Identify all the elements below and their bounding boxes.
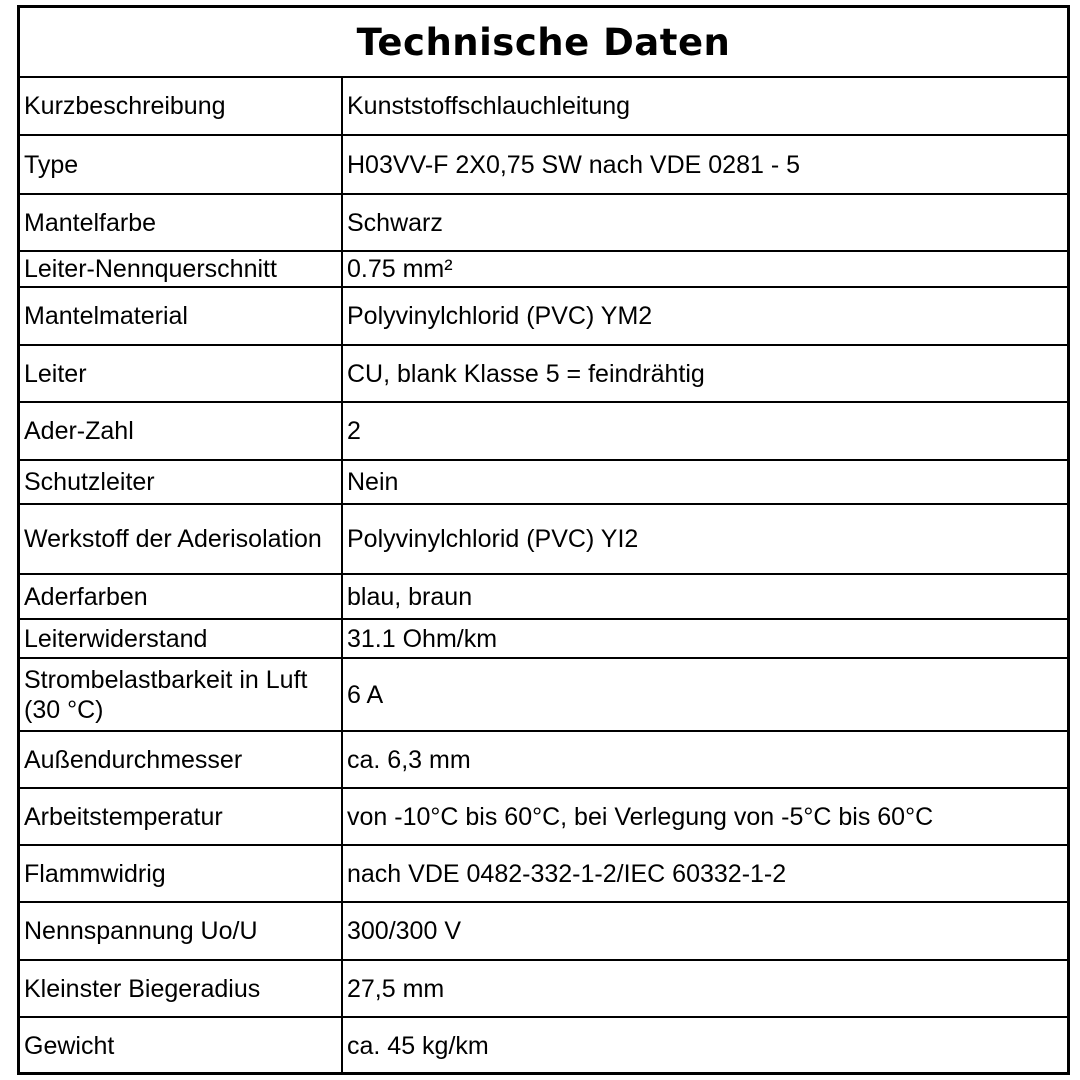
table-row [20,460,1067,504]
row-label: Gewicht [20,1017,342,1073]
row-label: Schutzleiter [20,460,342,504]
row-value: von -10°C bis 60°C, bei Verlegung von -5°C bis 60°C [342,788,1067,845]
row-value: Polyvinylchlorid (PVC) YM2 [342,287,1067,345]
table-row [20,902,1067,960]
table-row [20,78,1067,135]
technical-data-sheet [17,5,1070,1075]
row-label: Type [20,135,342,194]
sheet-title: Technische Daten [356,20,731,64]
table-row [20,658,1067,731]
row-value: ca. 6,3 mm [342,731,1067,788]
table-row [20,619,1067,658]
row-label: Kurzbeschreibung [20,78,342,135]
table-row [20,135,1067,194]
row-value: Polyvinylchlorid (PVC) YI2 [342,504,1067,574]
table-row [20,504,1067,574]
specs-table [20,78,1067,1073]
table-row [20,1017,1067,1073]
row-value: 2 [342,402,1067,460]
row-label: Leiterwiderstand [20,619,342,658]
row-value: 6 A [342,658,1067,731]
row-value: ca. 45 kg/km [342,1017,1067,1073]
row-value: 300/300 V [342,902,1067,960]
row-label: Strombelastbarkeit in Luft (30 °C) [20,658,342,731]
table-row [20,402,1067,460]
table-row [20,287,1067,345]
row-value: Kunststoffschlauchleitung [342,78,1067,135]
row-value: 31.1 Ohm/km [342,619,1067,658]
row-label: Werkstoff der Aderisolation [20,504,342,574]
row-value: nach VDE 0482-332-1-2/IEC 60332-1-2 [342,845,1067,902]
title-bar [20,8,1067,78]
table-row [20,251,1067,287]
table-row [20,194,1067,251]
row-label: Mantelmaterial [20,287,342,345]
row-value: 27,5 mm [342,960,1067,1017]
row-value: H03VV-F 2X0,75 SW nach VDE 0281 - 5 [342,135,1067,194]
row-label: Kleinster Biegeradius [20,960,342,1017]
row-value: 0.75 mm² [342,251,1067,287]
row-value: Nein [342,460,1067,504]
table-row [20,345,1067,402]
row-label: Außendurchmesser [20,731,342,788]
row-label: Flammwidrig [20,845,342,902]
row-value: blau, braun [342,574,1067,619]
table-row [20,574,1067,619]
row-value: CU, blank Klasse 5 = feindrähtig [342,345,1067,402]
row-label: Ader-Zahl [20,402,342,460]
row-label: Mantelfarbe [20,194,342,251]
table-row [20,788,1067,845]
row-label: Leiter-Nennquerschnitt [20,251,342,287]
row-label: Leiter [20,345,342,402]
row-label: Aderfarben [20,574,342,619]
row-label: Nennspannung Uo/U [20,902,342,960]
table-row [20,731,1067,788]
table-row [20,960,1067,1017]
row-value: Schwarz [342,194,1067,251]
row-label: Arbeitstemperatur [20,788,342,845]
table-row [20,845,1067,902]
